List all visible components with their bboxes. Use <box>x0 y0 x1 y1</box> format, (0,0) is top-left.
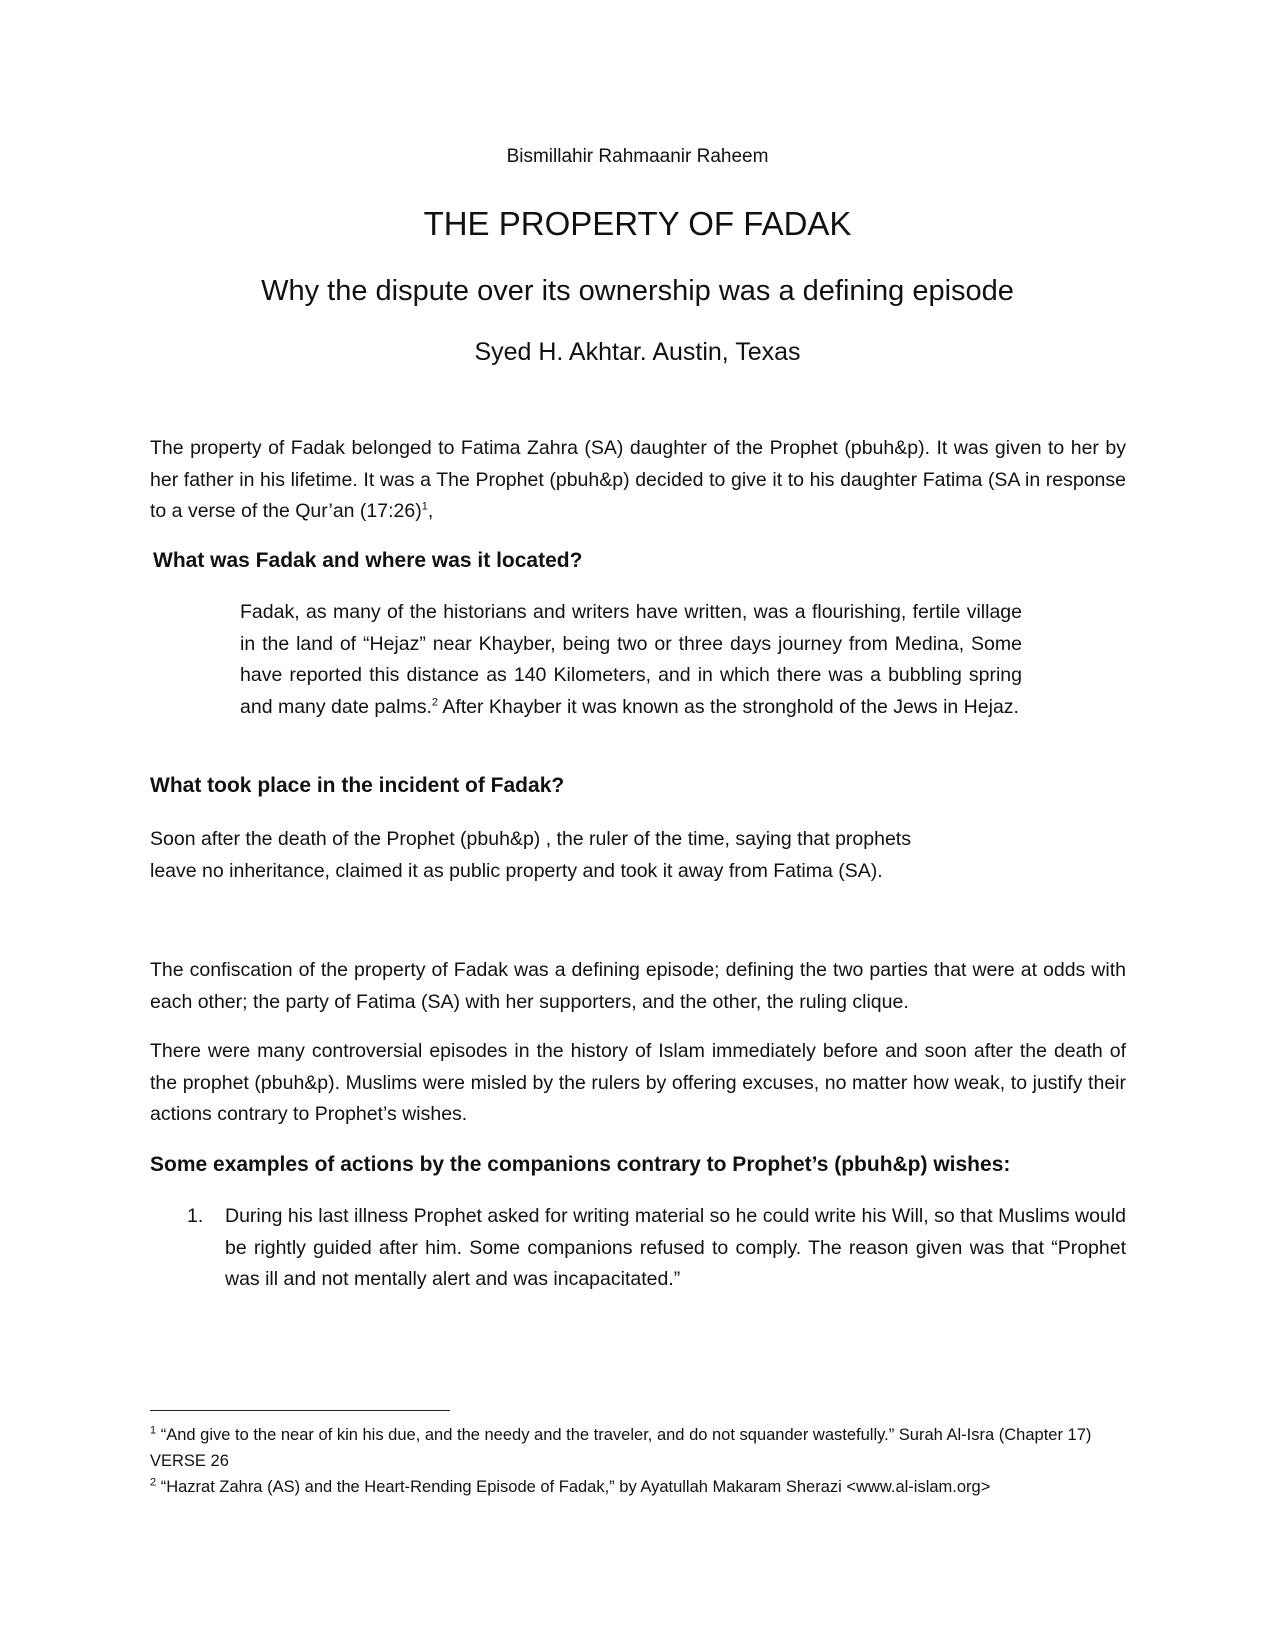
list-item-text: During his last illness Prophet asked for writing material so he could write his Will, so that Muslims would be rightly guided after him. Some companions refused to comply. The reason given was that “Prophet was ill and not mentally alert and was incapacitated.” <box>225 1205 1126 1290</box>
incident-line-1: Soon after the death of the Prophet (pbuh&p) , the ruler of the time, saying that prophets <box>150 828 911 850</box>
intro-text: The property of Fadak belonged to Fatima Zahra (SA) daughter of the Prophet (pbuh&p). It was given to her by her father in his lifetime. It was a The Prophet (pbuh&p) decided to give it to his daughter Fatima (SA in response to a verse of the Qur’an (17:26) <box>150 437 1126 522</box>
author-line: Syed H. Akhtar. Austin, Texas <box>474 338 801 366</box>
location-quote-block <box>240 597 1022 723</box>
section-heading-incident: What took place in the incident of Fadak? <box>150 774 565 797</box>
list-item-number: 1. <box>187 1205 204 1227</box>
footnote-text-2: “Hazrat Zahra (AS) and the Heart-Rending Episode of Fadak,” by Ayatullah Makaram Sherazi <www.al-islam.org> <box>156 1478 991 1496</box>
footnote-text-1: “And give to the near of kin his due, and the needy and the traveler, and do not squander wastefully.” Surah Al-Isra (Chapter 17) VERSE 26 <box>150 1426 1092 1470</box>
footnote-2 <box>150 1474 1126 1500</box>
section-heading-examples: Some examples of actions by the companions contrary to Prophet’s (pbuh&p) wishes: <box>150 1153 1011 1176</box>
incident-paragraph <box>150 824 1126 887</box>
bismillah-line: Bismillahir Rahmaanir Raheem <box>506 146 769 167</box>
footnote-ref-1: 1 <box>421 500 428 513</box>
incident-line-2: leave no inheritance, claimed it as public property and took it away from Fatima (SA). <box>150 859 883 882</box>
document-subtitle: Why the dispute over its ownership was a defining episode <box>261 275 1014 307</box>
footnote-marker-2: 2 <box>150 1476 157 1489</box>
footnote-1 <box>150 1422 1126 1474</box>
location-text: Fadak, as many of the historians and writers have written, was a flourishing, fertile village in the land of “Hejaz” near Khayber, being two or three days journey from Medina, Some have reported this distance as 140 Kilometers, and in which there was a bubbling spring and many date palms. <box>240 601 1022 718</box>
footnote-ref-2: 2 <box>431 696 438 708</box>
location-text-after: After Khayber it was known as the stronghold of the Jews in Hejaz. <box>437 695 1019 718</box>
section-heading-location: What was Fadak and where was it located? <box>153 549 583 572</box>
confiscation-paragraph: The confiscation of the property of Fadak was a defining episode; defining the two parties that were at odds with each other; the party of Fatima (SA) with her supporters, and the other, the ruling clique. <box>150 959 1126 1013</box>
intro-tail: , <box>427 500 434 522</box>
intro-paragraph <box>150 433 1126 528</box>
document-title: THE PROPERTY OF FADAK <box>423 205 852 242</box>
footnote-marker-1: 1 <box>150 1424 157 1437</box>
footnote-separator <box>150 1410 450 1411</box>
controversial-paragraph: There were many controversial episodes in the history of Islam immediately before and soon after the death of the prophet (pbuh&p). Muslims were misled by the rulers by offering excuses, no matter how weak, to justify their actions contrary to Prophet’s wishes. <box>150 1040 1126 1125</box>
